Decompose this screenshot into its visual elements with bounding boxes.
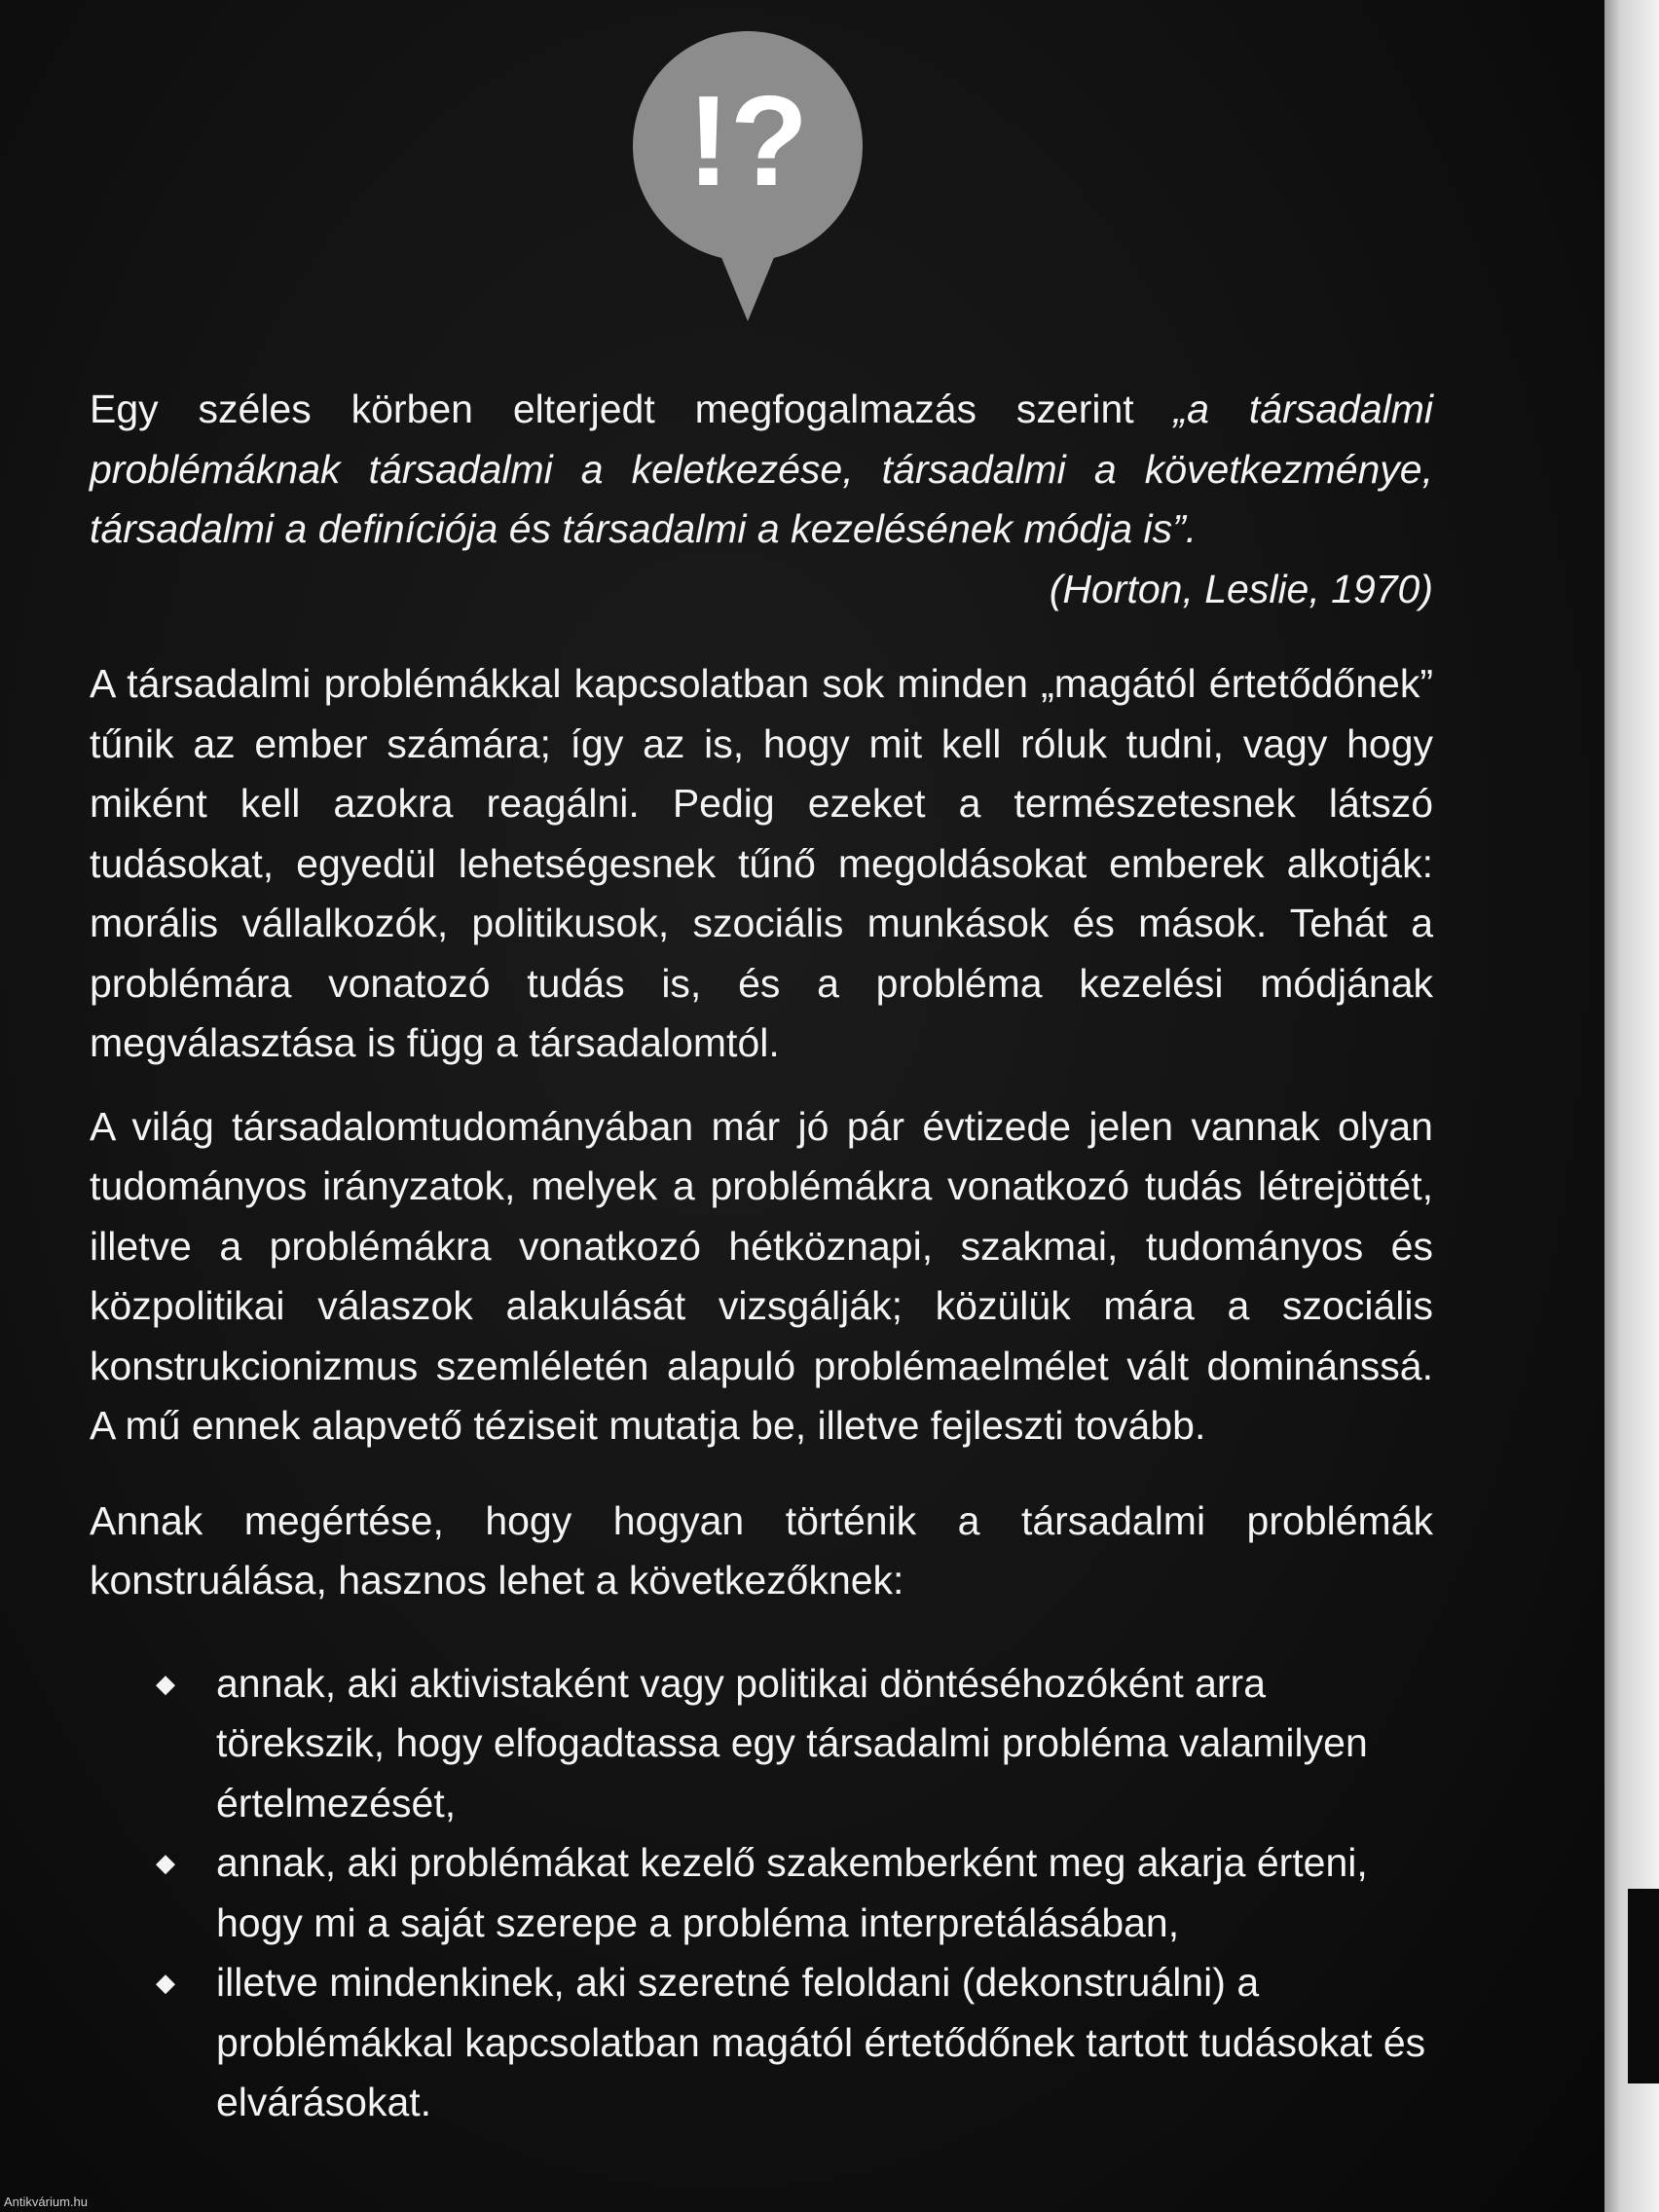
list-item-text: illetve mindenkinek, aki szeretné feloldani (dekonstruálni) a problémákkal kapcsolatban magától értetődőnek tartott tudásokat és elvárásokat. <box>216 1960 1426 2124</box>
speech-bubble-icon <box>631 29 865 321</box>
list-item <box>90 1654 1433 1834</box>
bubble-text: !? <box>686 69 809 212</box>
list-item <box>90 1953 1433 2133</box>
quote-citation: (Horton, Leslie, 1970) <box>1049 566 1433 611</box>
book-spine-edge <box>1604 0 1659 2212</box>
watermark-text: Antikvárium.hu <box>4 2194 88 2209</box>
bullet-list <box>90 1654 1433 2133</box>
quote-text: „a társadalmi problémáknak társadalmi a keletkezése, társadalmi a következménye, társadalmi a definíciója és társadalmi a kezelésének módja is”. <box>90 387 1433 551</box>
spine-dark-mark <box>1628 1889 1659 2083</box>
list-item-text: annak, aki problémákat kezelő szakemberként meg akarja érteni, hogy mi a saját szerepe a probléma interpretálásában, <box>216 1840 1368 1945</box>
diamond-bullet-icon: ◆ <box>156 1848 175 1877</box>
cover-text <box>90 380 1433 2133</box>
list-item <box>90 1833 1433 1953</box>
quote-paragraph <box>90 380 1433 560</box>
diamond-bullet-icon: ◆ <box>156 1968 175 1997</box>
quote-lead: Egy széles körben elterjedt megfogalmazás szerint <box>90 387 1174 431</box>
diamond-bullet-icon: ◆ <box>156 1668 175 1698</box>
body-paragraph-3: Annak megértése, hogy hogyan történik a társadalmi problémák konstruálása, hasznos lehet a következőknek: <box>90 1497 1433 1603</box>
body-paragraph-2: A világ társadalomtudományában már jó pár évtizede jelen vannak olyan tudományos irányzatok, melyek a problémákra vonatkozó tudás létrejöttét, illetve a problémákra vonatkozó hétköznapi, szakmai, tudományos és közpolitikai válaszok alakulását vizsgálják; közülük mára a szociális konstrukcionizmus szemléletén alapuló problémaelmélet vált dominánssá. A mű ennek alapvető téziseit mutatja be, illetve fejleszti tovább. <box>90 1103 1433 1448</box>
list-item-text: annak, aki aktivistaként vagy politikai döntéséhozóként arra törekszik, hogy elfogadtassa egy társadalmi probléma valamilyen értelmezését, <box>216 1660 1368 1825</box>
body-paragraph-1: A társadalmi problémákkal kapcsolatban sok minden „magától értetődőnek” tűnik az ember számára; így az is, hogy mit kell róluk tudni, vagy hogy miként kell azokra reagálni. Pedig ezeket a természetesnek látszó tudásokat, egyedül lehetségesnek tűnő megoldásokat emberek alkotják: morális vállalkozók, politikusok, szociális munkások és mások. Tehát a problémára vonatozó tudás is, és a probléma kezelési módjának megválasztása is függ a társadalomtól. <box>90 661 1433 1065</box>
